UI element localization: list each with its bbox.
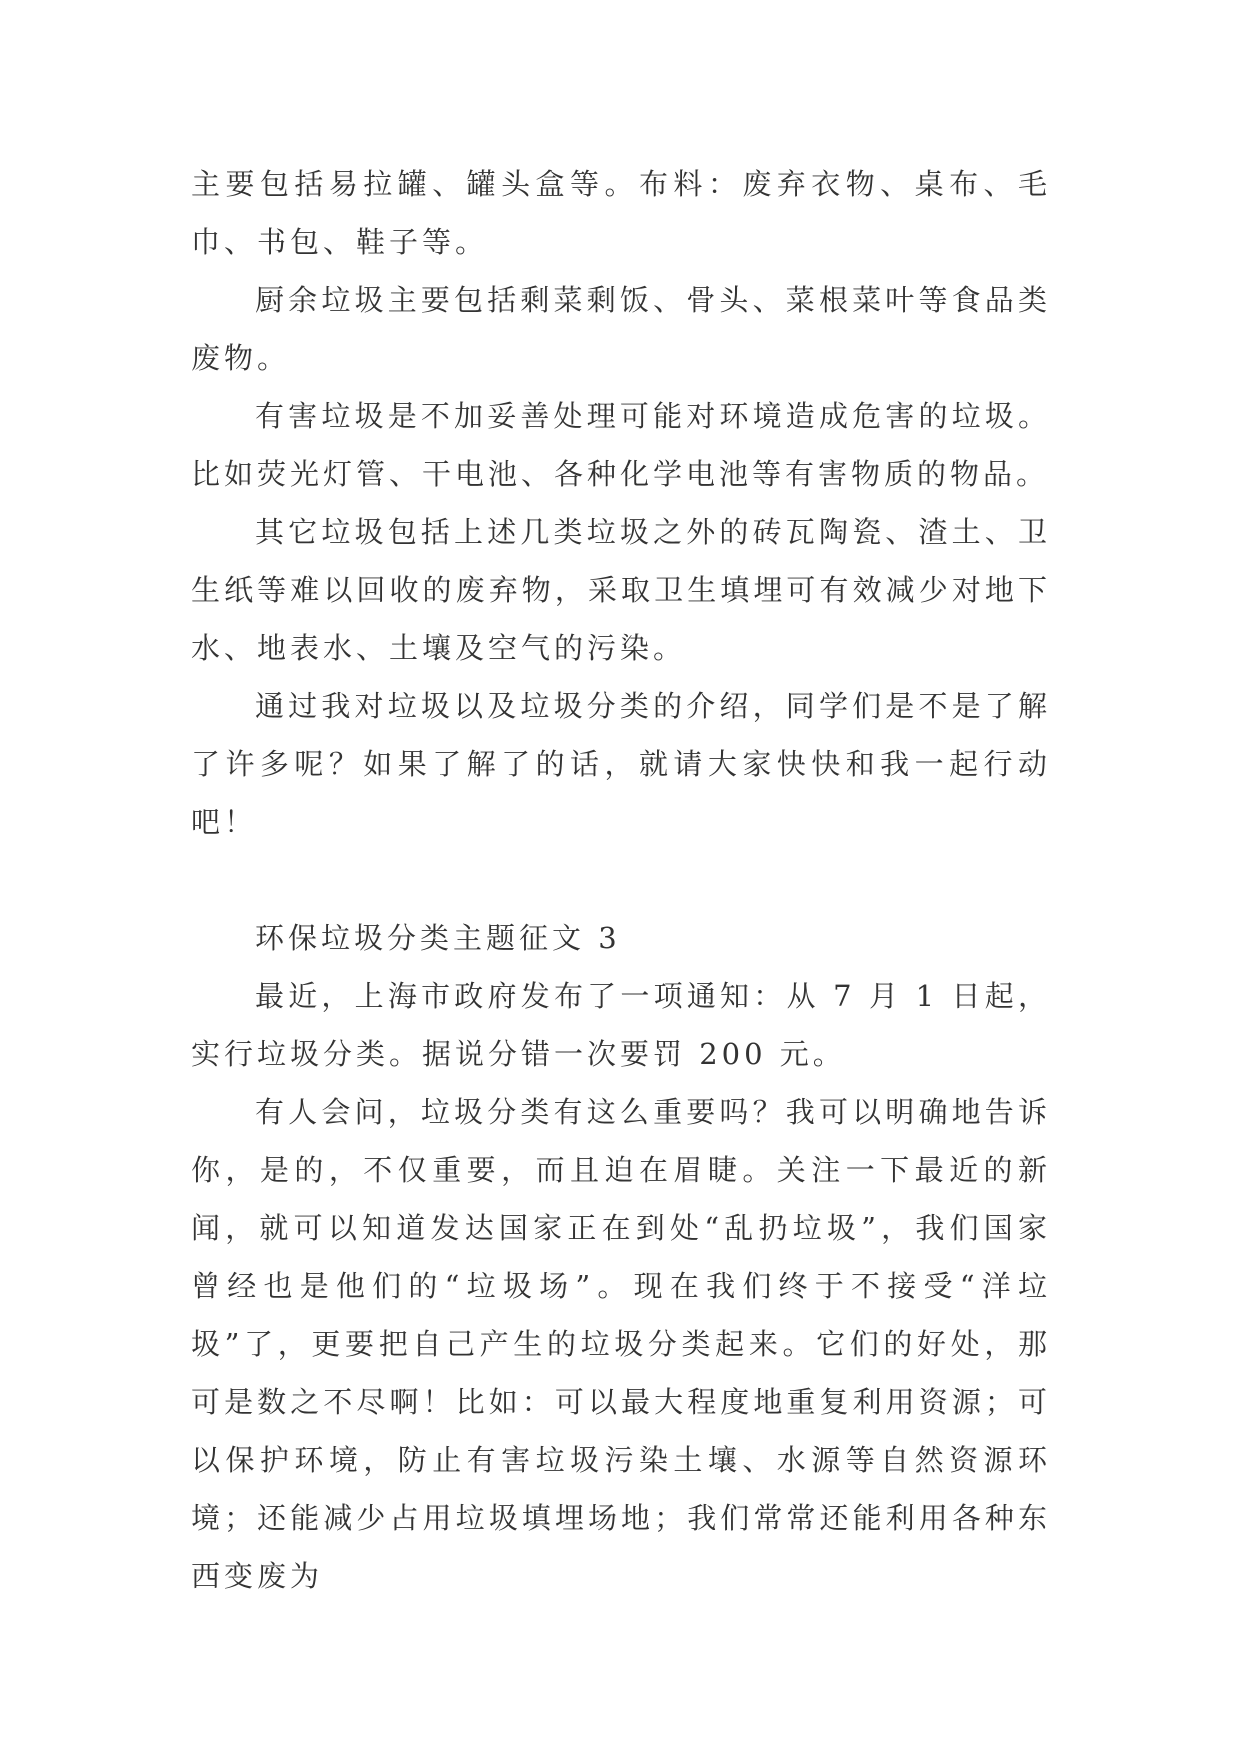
section-title: 环保垃圾分类主题征文 3 xyxy=(255,921,621,955)
paragraph-other-waste: 其它垃圾包括上述几类垃圾之外的砖瓦陶瓷、渣土、卫生纸等难以回收的废弃物，采取卫生填埋可有效减少对地下水、地表水、土壤及空气的污染。 xyxy=(191,515,1051,665)
section-paragraph-intro: 最近，上海市政府发布了一项通知：从 7 月 1 日起，实行垃圾分类。据说分错一次要罚 200 元。 xyxy=(191,979,1051,1071)
paragraph-kitchen-waste: 厨余垃圾主要包括剩菜剩饭、骨头、菜根菜叶等食品类废物。 xyxy=(191,283,1051,375)
document-body xyxy=(191,155,1051,1605)
paragraph-continuation: 主要包括易拉罐、罐头盒等。布料：废弃衣物、桌布、毛巾、书包、鞋子等。 xyxy=(191,167,1051,259)
section-spacer xyxy=(191,851,1051,909)
paragraph-hazardous-waste: 有害垃圾是不加妥善处理可能对环境造成危害的垃圾。比如荧光灯管、干电池、各种化学电池等有害物质的物品。 xyxy=(191,399,1051,491)
section-paragraph-importance: 有人会问，垃圾分类有这么重要吗？我可以明确地告诉你，是的，不仅重要，而且迫在眉睫。关注一下最近的新闻，就可以知道发达国家正在到处“乱扔垃圾”，我们国家曾经也是他们的“垃圾场”。现在我们终于不接受“洋垃圾”了，更要把自己产生的垃圾分类起来。它们的好处，那可是数之不尽啊！比如：可以最大程度地重复利用资源；可以保护环境，防止有害垃圾污染土壤、水源等自然资源环境；还能减少占用垃圾填埋场地；我们常常还能利用各种东西变废为 xyxy=(191,1095,1051,1593)
paragraph-conclusion: 通过我对垃圾以及垃圾分类的介绍，同学们是不是了解了许多呢？如果了解了的话，就请大家快快和我一起行动吧！ xyxy=(191,689,1051,839)
